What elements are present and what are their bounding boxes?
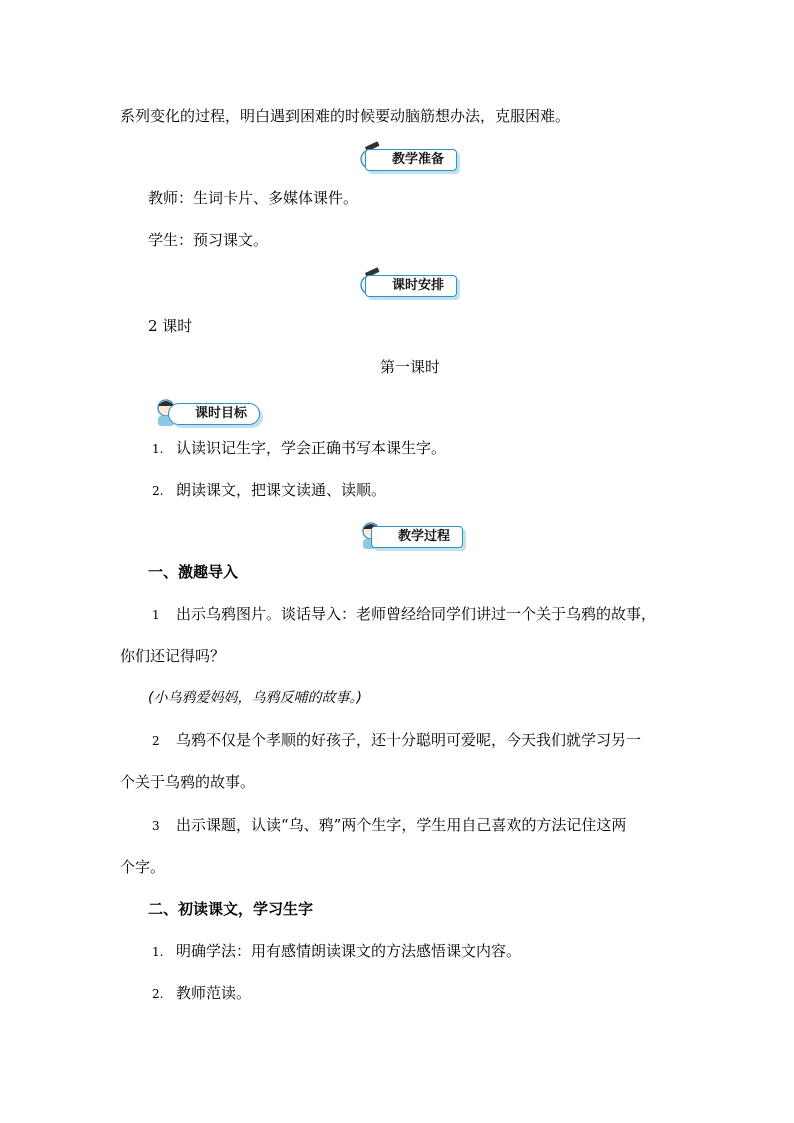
expected-answer: (小乌鸦爱妈妈，乌鸦反哺的故事。) — [148, 690, 362, 706]
banner-label: 教学过程 — [371, 526, 463, 548]
step-1-2: 2 乌鸦不仅是个孝顺的好孩子，还十分聪明可爱呢，今天我们就学习另一 — [152, 731, 642, 749]
lesson-title: 第一课时 — [380, 358, 441, 376]
banner-label: 教学准备 — [365, 149, 457, 171]
step-2-1: 1. 明确学法：用有感情朗读课文的方法感悟课文内容。 — [152, 942, 522, 960]
step-1-1: 1 出示乌鸦图片。谈话导入：老师曾经给同学们讲过一个关于乌鸦的故事， — [152, 605, 657, 623]
goal-item-2: 2. 朗读课文，把课文读通、读顺。 — [152, 481, 387, 499]
section-heading-2: 二、初读课文，学习生字 — [148, 900, 314, 918]
step-1-1-cont: 你们还记得吗？ — [120, 647, 226, 665]
class-hours: 2 课时 — [148, 317, 193, 335]
banner-lesson-goals — [150, 394, 265, 428]
banner-teaching-process — [355, 517, 470, 551]
banner-label: 课时目标 — [168, 403, 260, 425]
step-1-3: 3 出示课题，认读“乌、鸦”两个生字，学生用自己喜欢的方法记住这两 — [152, 816, 627, 834]
banner-label: 课时安排 — [365, 275, 457, 297]
step-2-2: 2. 教师范读。 — [152, 984, 252, 1002]
step-1-2-cont: 个关于乌鸦的故事。 — [120, 773, 256, 791]
banner-class-schedule — [355, 266, 470, 300]
section-heading-1: 一、激趣导入 — [148, 563, 239, 581]
student-materials: 学生：预习课文。 — [148, 231, 269, 249]
banner-teaching-preparation — [355, 140, 470, 174]
step-1-3-cont: 个字。 — [120, 858, 166, 876]
intro-text-continuation: 系列变化的过程，明白遇到困难的时候要动脑筋想办法，克服困难。 — [120, 107, 571, 125]
goal-item-1: 1. 认读识记生字，学会正确书写本课生字。 — [152, 439, 447, 457]
teacher-materials: 教师：生词卡片、多媒体课件。 — [148, 189, 359, 207]
